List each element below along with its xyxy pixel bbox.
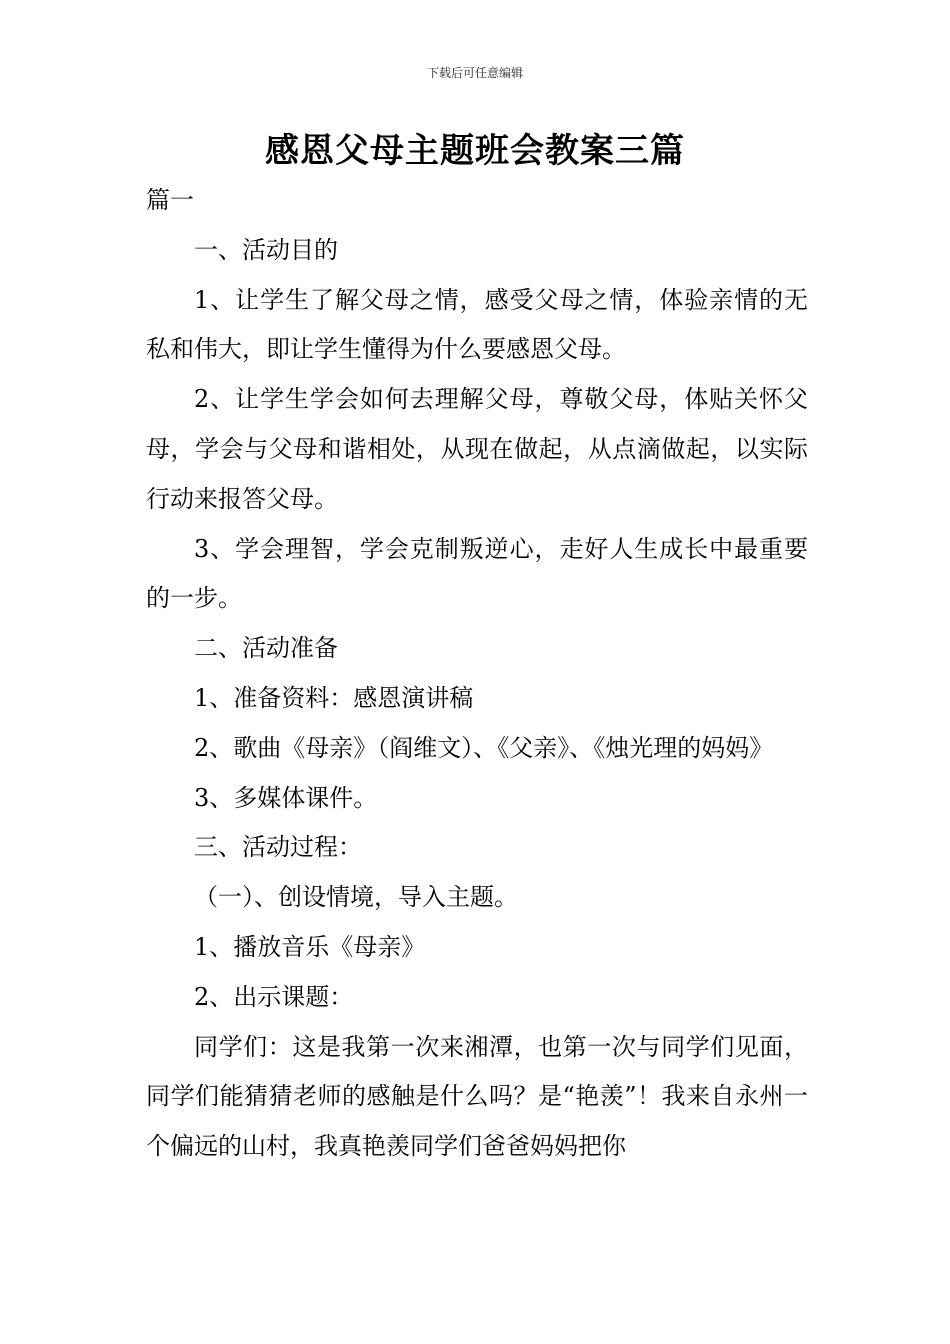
- speech-paragraph: 同学们：这是我第一次来湘潭，也第一次与同学们见面，同学们能猜猜老师的感触是什么吗？是“艳羡”！我来自永州一个偏远的山村，我真艳羡同学们爸爸妈妈把你: [146, 1032, 808, 1161]
- process-item-2: 2、出示课题：: [194, 982, 354, 1011]
- document-body: [146, 176, 808, 1172]
- document-title: 感恩父母主题班会教案三篇: [265, 131, 685, 171]
- section-label-part-one: 篇一: [146, 186, 194, 214]
- preparation-item-3: 3、多媒体课件。: [194, 783, 378, 812]
- goal-item-1: 1、让学生了解父母之情，感受父母之情，体验亲情的无私和伟大，即让学生懂得为什么要感恩父母。: [146, 285, 808, 364]
- heading-activity-goals: 一、活动目的: [194, 235, 338, 264]
- preparation-item-1: 1、准备资料：感恩演讲稿: [194, 683, 474, 712]
- process-item-1: 1、播放音乐《母亲》: [194, 932, 426, 961]
- heading-activity-preparation: 二、活动准备: [194, 634, 338, 663]
- preparation-item-2: 2、歌曲《母亲》（阎维文）、《父亲》、《烛光理的妈妈》: [194, 733, 774, 762]
- goal-item-2: 2、让学生学会如何去理解父母，尊敬父母，体贴关怀父母，学会与父母和谐相处，从现在做起，从点滴做起，以实际行动来报答父母。: [146, 385, 808, 513]
- heading-activity-process: 三、活动过程：: [194, 833, 362, 862]
- subheading-create-scene: （一）、创设情境，导入主题。: [194, 883, 518, 912]
- goal-item-3: 3、学会理智，学会克制叛逆心，走好人生成长中最重要的一步。: [146, 534, 808, 613]
- header-note: 下载后可任意编辑: [426, 66, 523, 80]
